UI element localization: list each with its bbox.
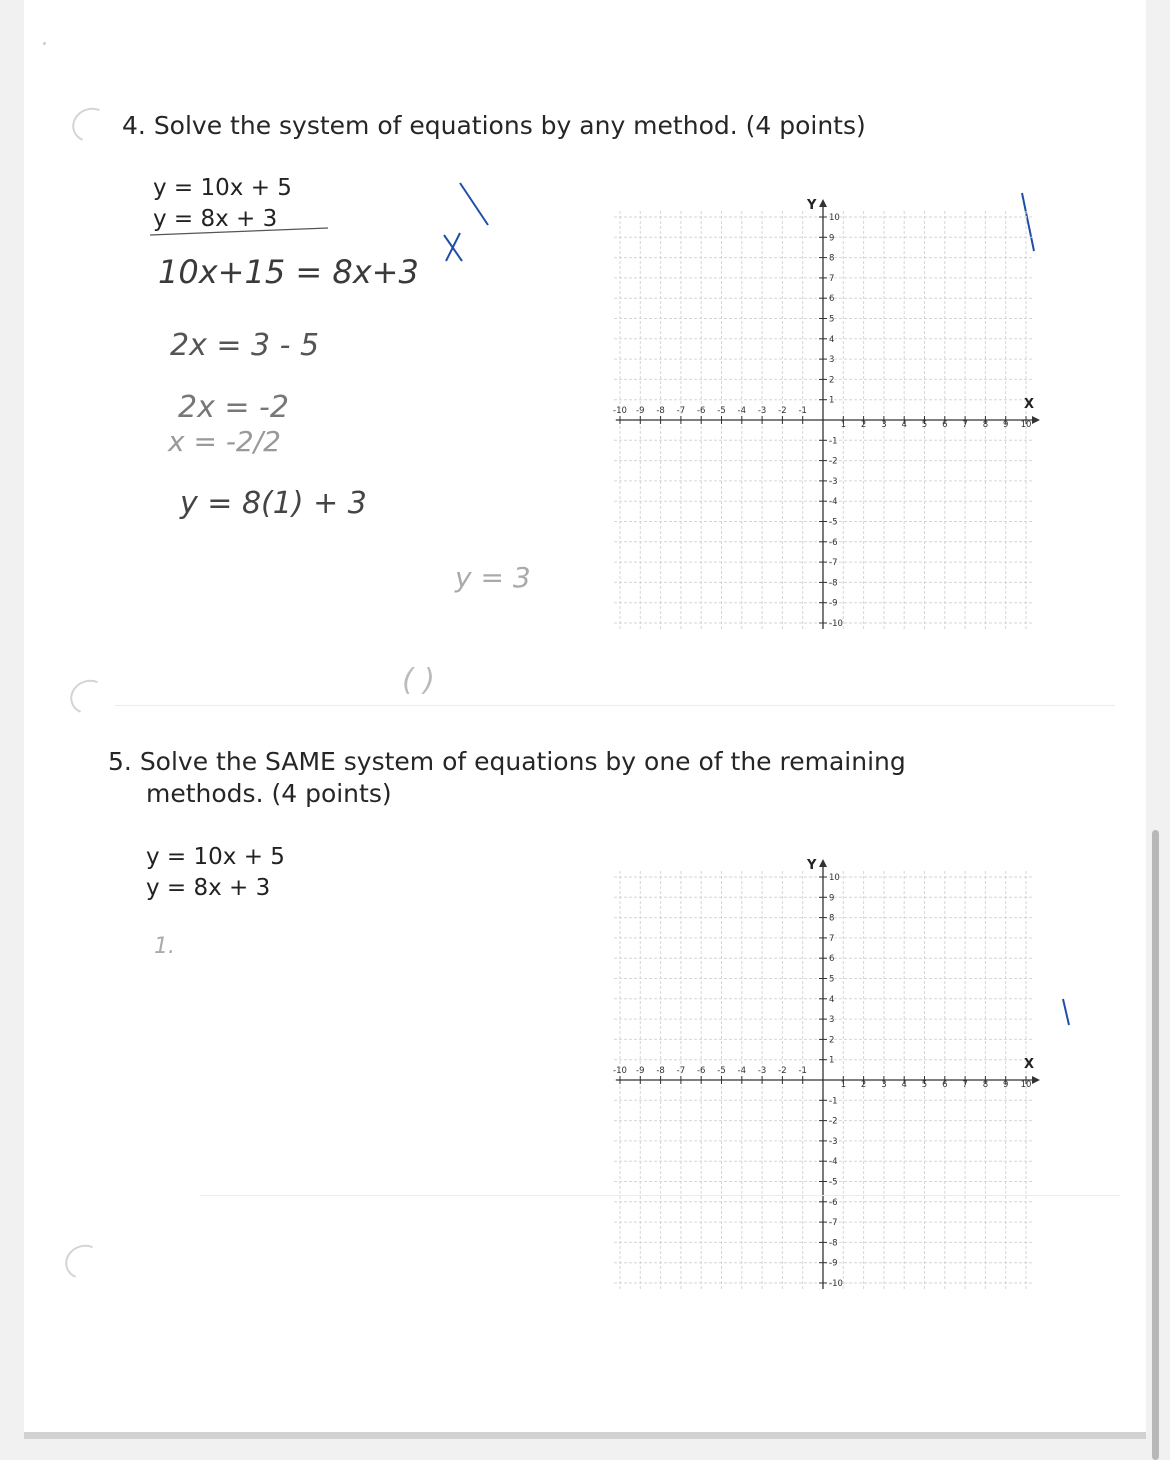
q5-grid-y-tick-label: 7 — [829, 933, 835, 944]
q4-grid-x-tick-label: 5 — [921, 420, 928, 430]
q4-grid-x-tick-label: -6 — [696, 406, 706, 416]
q5-grid-y-tick-label: -1 — [829, 1096, 838, 1107]
q5-grid-y-tick-label: -4 — [829, 1157, 838, 1168]
q4-grid-y-tick-label: 9 — [829, 233, 835, 244]
q5-grid-y-tick-label: -8 — [829, 1238, 838, 1249]
q4-equation-2: y = 8x + 3 — [153, 206, 278, 232]
hand-line-6: y = 3 — [455, 561, 531, 594]
q5-grid-y-tick-label: -3 — [829, 1136, 838, 1147]
q5-grid-y-arrow — [819, 859, 827, 867]
q4-divider — [115, 705, 1115, 706]
q4-grid-y-tick-label: 6 — [829, 294, 835, 305]
q4-number: 4. — [122, 111, 146, 140]
grading-check-3 — [1063, 999, 1069, 1025]
q4-handwriting — [140, 225, 600, 705]
q4-grid-y-tick-label: 8 — [829, 253, 835, 264]
q5-grid-x-tick-label: -7 — [676, 1066, 686, 1076]
q4-grid-y-tick-label: -5 — [829, 517, 838, 528]
q5-grid-x-tick-label: -6 — [696, 1066, 706, 1076]
q5-grid-y-tick-label: -10 — [829, 1279, 843, 1289]
q5-grid-x-tick-label: 1 — [840, 1080, 847, 1090]
q5-divider — [200, 1195, 1120, 1196]
q4-grid-y-tick-label: 3 — [829, 355, 835, 366]
page-bottom-border — [24, 1432, 1146, 1439]
q5-grid-x-tick-label: -4 — [737, 1066, 747, 1076]
q5-grid-x-tick-label: 6 — [942, 1080, 948, 1090]
q4-grid-y-label: Y — [807, 198, 817, 213]
q5-grid-x-tick-label: 9 — [1002, 1080, 1009, 1090]
q4-grid-y-tick-label: -7 — [829, 558, 838, 569]
q5-grid-x-tick-label: -5 — [717, 1066, 726, 1076]
q4-grid-y-tick-label: -8 — [829, 578, 838, 589]
hand-underline — [150, 228, 328, 235]
q4-grid-x-tick-label: 3 — [881, 420, 887, 430]
q4-grid-x-tick-label: -1 — [798, 406, 807, 416]
q5-grid-x-label: X — [1024, 1057, 1035, 1072]
hand-line-5: y = 8(1) + 3 — [180, 486, 367, 521]
q4-grid-y-tick-label: -3 — [829, 476, 838, 487]
q4-equation-1: y = 10x + 5 — [153, 175, 292, 201]
q4-grid-y-tick-label: 5 — [829, 314, 835, 325]
q4-grid-y-tick-label: -1 — [829, 436, 838, 447]
q5-grid-x-tick-label: -3 — [757, 1066, 767, 1076]
q5-grid-x-tick-label: -9 — [636, 1066, 645, 1076]
q4-grid-y-tick-label: 1 — [829, 395, 835, 406]
hand-line-4: x = -2/2 — [168, 425, 281, 458]
q4-grid-x-tick-label: 2 — [860, 420, 867, 430]
q4-grid-y-tick-label: -9 — [829, 598, 838, 609]
q5-grid-y-tick-label: 8 — [829, 913, 835, 924]
q4-grid-x-tick-label: 7 — [962, 420, 968, 430]
q4-grid-x-tick-label: 4 — [901, 420, 907, 430]
q4-grid-x-tick-label: 1 — [840, 420, 847, 430]
q4-grid-x-tick-label: -4 — [737, 406, 747, 416]
q4-grid-y-tick-label: -2 — [829, 456, 838, 467]
q5-grid-y-tick-label: 3 — [829, 1015, 835, 1026]
grading-check-1 — [460, 183, 488, 225]
q4-grid-y-tick-label: 4 — [829, 334, 835, 345]
q5-grid-y-tick-label: 1 — [829, 1055, 835, 1066]
q4-grid-y-tick-label: -4 — [829, 497, 838, 508]
q5-grid-x-tick-label: -1 — [798, 1066, 807, 1076]
q4-grid-y-tick-label: 2 — [829, 375, 835, 386]
q5-grid-y-tick-label: -2 — [829, 1116, 838, 1127]
q4-grid-x-tick-label: -8 — [656, 406, 665, 416]
q5-grid-y-tick-label: -7 — [829, 1218, 838, 1229]
q4-grid-x-tick-label: 9 — [1002, 420, 1009, 430]
q5-grid-x-tick-label: 10 — [1020, 1080, 1032, 1090]
q5-title-line-1 — [108, 746, 906, 778]
hand-line-7: ( ) — [402, 663, 435, 698]
q5-grid-y-tick-label: 9 — [829, 893, 835, 904]
q4-grid-x-tick-label: -9 — [636, 406, 645, 416]
q5-number: 5. — [108, 747, 132, 776]
q4-grid-x-tick-label: -3 — [757, 406, 767, 416]
q5-grid-x-tick-label: 5 — [921, 1080, 928, 1090]
q5-grid-x-tick-label: 7 — [962, 1080, 968, 1090]
q4-grid-x-tick-label: -7 — [676, 406, 686, 416]
q4-title — [122, 110, 866, 142]
q5-handwriting — [150, 925, 210, 965]
q4-grid-x-arrow — [1032, 416, 1040, 424]
q5-equation-2: y = 8x + 3 — [146, 875, 271, 901]
q5-grid-x-tick-label: 3 — [881, 1080, 887, 1090]
hand-line-3: 2x = -2 — [178, 390, 289, 425]
hand-line-1: 10x+15 = 8x+3 — [158, 253, 419, 291]
q5-coordinate-grid — [595, 850, 1045, 1300]
scrollbar-thumb[interactable] — [1152, 830, 1159, 1460]
page-speck — [43, 42, 46, 45]
q5-grid-y-tick-label: 4 — [829, 994, 835, 1005]
q5-grid-x-tick-label: -2 — [778, 1066, 787, 1076]
hand-q5-line-1: 1. — [154, 934, 175, 959]
q5-grid-y-tick-label: -5 — [829, 1177, 838, 1188]
q4-coordinate-grid — [595, 190, 1045, 640]
q5-grid-y-tick-label: -6 — [829, 1197, 838, 1208]
q4-grid-x-tick-label: -10 — [613, 406, 627, 416]
q4-grid-y-arrow — [819, 199, 827, 207]
q4-grid-x-tick-label: -2 — [778, 406, 787, 416]
q4-grid-x-tick-label: 8 — [982, 420, 989, 430]
q5-grid-y-tick-label: 6 — [829, 954, 835, 965]
q5-grid-x-tick-label: -8 — [656, 1066, 665, 1076]
q5-grid-y-tick-label: -9 — [829, 1258, 838, 1269]
q5-grid-x-arrow — [1032, 1076, 1040, 1084]
q5-grid-x-tick-label: 4 — [901, 1080, 907, 1090]
q4-grid-y-tick-label: 10 — [829, 213, 840, 223]
q4-grid-y-tick-label: -6 — [829, 537, 838, 548]
q5-grid-x-tick-label: 2 — [860, 1080, 867, 1090]
q5-grid-y-label: Y — [807, 858, 817, 873]
q4-grid-y-tick-label: 7 — [829, 273, 835, 284]
q4-grid-x-tick-label: 6 — [942, 420, 948, 430]
q5-grid-x-tick-label: -10 — [613, 1066, 627, 1076]
q5-title-line-2: methods. (4 points) — [146, 779, 392, 808]
q4-grid-x-tick-label: -5 — [717, 406, 726, 416]
q4-prompt: Solve the system of equations by any method. (4 points) — [153, 111, 866, 140]
q5-equation-1: y = 10x + 5 — [146, 844, 285, 870]
q5-prompt: Solve the SAME system of equations by one of the remaining — [139, 747, 906, 776]
q4-grid-x-tick-label: 10 — [1020, 420, 1032, 430]
q5-grid-y-tick-label: 5 — [829, 974, 835, 985]
q5-grading-marks — [1055, 995, 1085, 1035]
hand-line-2: 2x = 3 - 5 — [170, 328, 320, 363]
q5-grid-y-tick-label: 2 — [829, 1035, 835, 1046]
q4-grid-x-label: X — [1024, 397, 1035, 412]
q5-grid-y-tick-label: 10 — [829, 873, 840, 883]
grading-x-mark — [444, 233, 462, 261]
q5-grid-x-tick-label: 8 — [982, 1080, 989, 1090]
q4-grid-y-tick-label: -10 — [829, 619, 843, 629]
